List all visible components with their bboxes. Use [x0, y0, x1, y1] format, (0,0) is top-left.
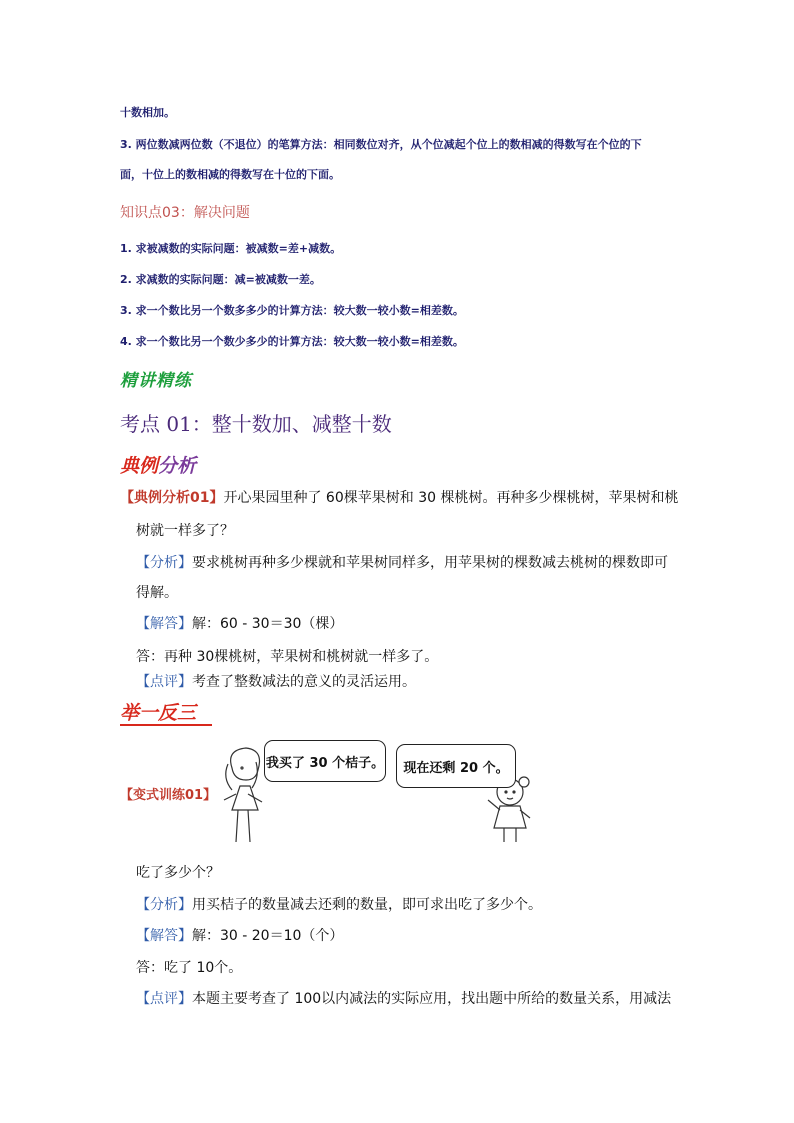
variant1-comment-tag: 【点评】 [136, 991, 192, 1007]
example1-analysis-line2: 得解。 [136, 585, 178, 601]
example1-question-line1 [120, 487, 678, 507]
speech-bubble-left [264, 740, 386, 782]
banner-juyi-underline [120, 724, 212, 726]
variant1-analysis-text: 用买桔子的数量减去还剩的数量，即可求出吃了多少个。 [192, 897, 542, 913]
example1-analysis-line1 [136, 552, 668, 572]
variant1-answer [136, 925, 343, 945]
example1-answer-text: 解：60 - 30＝30（棵） [192, 616, 344, 632]
example1-tag: 【典例分析01】 [120, 490, 224, 506]
variant1-question: 吃了多少个？ [136, 865, 220, 881]
variant1-answer-tag: 【解答】 [136, 928, 192, 944]
speech-bubble-right [396, 744, 516, 788]
example1-reply: 答：再种 30棵桃树，苹果树和桃树就一样多了。 [136, 649, 439, 665]
banner-dianli [120, 451, 196, 478]
example1-comment-tag: 【点评】 [136, 674, 192, 690]
variant1-analysis [136, 894, 542, 914]
example1-comment [136, 671, 416, 691]
example1-analysis-text1: 要求桃树再种多少棵就和苹果树同样多，用苹果树的棵数减去桃树的棵数即可 [192, 555, 668, 571]
variant1-tag-row [120, 784, 216, 803]
variant1-reply: 答：吃了 10个。 [136, 960, 243, 976]
example1-comment-text: 考查了整数减法的意义的灵活运用。 [192, 674, 416, 690]
variant1-tag: 【变式训练01】 [120, 788, 217, 803]
kp03-item-4: 4. 求一个数比另一个数少多少的计算方法：较大数一较小数=相差数。 [120, 335, 464, 348]
banner-dianli-part1: 典例 [120, 455, 159, 477]
variant1-answer-text: 解：30 - 20＝10（个） [192, 928, 344, 944]
sec2-tail: 十数相加。 [120, 106, 175, 119]
girl-left-figure [224, 748, 262, 842]
kp03-item-2: 2. 求减数的实际问题：减=被减数一差。 [120, 273, 321, 286]
sec2-item3-line2: 面，十位上的数相减的得数写在十位的下面。 [120, 168, 340, 181]
banner-juyi: 举一反三 [120, 702, 197, 724]
example1-analysis-tag: 【分析】 [136, 555, 192, 571]
sec2-item3-line1: 3. 两位数减两位数（不退位）的笔算方法：相同数位对齐，从个位减起个位上的数相减的得数写在个位的下 [120, 138, 642, 151]
example1-question-text1: 开心果园里种了 60棵苹果树和 30 棵桃树。再种多少棵桃树，苹果树和桃 [223, 490, 679, 506]
speech-bubble-right-text: 现在还剩 20 个。 [403, 760, 509, 776]
example1-answer-tag: 【解答】 [136, 616, 192, 632]
speech-bubble-left-text: 我买了 30 个桔子。 [265, 755, 385, 771]
example1-question-line2: 树就一样多了？ [136, 523, 234, 539]
kp03-item-3: 3. 求一个数比另一个数多多少的计算方法：较大数一较小数=相差数。 [120, 304, 464, 317]
exam-point-title: 考点 01：整十数加、减整十数 [120, 412, 392, 436]
variant1-analysis-tag: 【分析】 [136, 897, 192, 913]
variant1-comment-text: 本题主要考查了 100以内减法的实际应用，找出题中所给的数量关系，用减法 [192, 991, 672, 1007]
knowledge-point-03-heading: 知识点03：解决问题 [120, 205, 250, 221]
banner-dianli-part2: 分析 [158, 455, 197, 477]
variant1-comment [136, 988, 671, 1008]
kp03-item-1: 1. 求被减数的实际问题：被减数=差+减数。 [120, 242, 342, 255]
example1-answer [136, 613, 343, 633]
banner-jingjiang: 精讲精练 [120, 371, 192, 391]
